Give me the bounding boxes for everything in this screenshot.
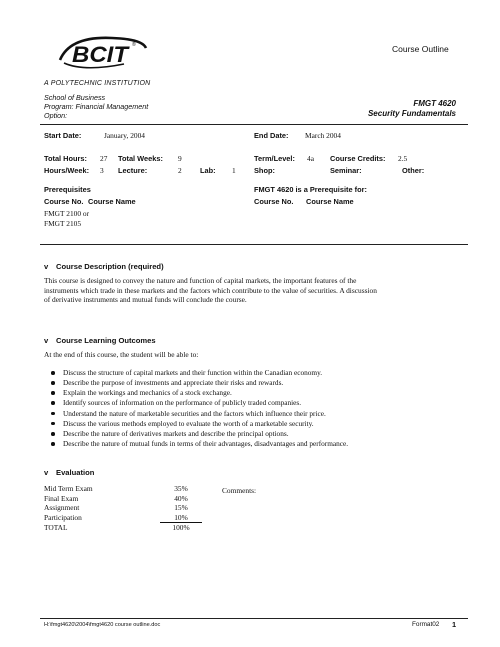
list-item: Discuss the various methods employed to evaluate the worth of a marketable security. xyxy=(44,419,348,429)
course-credits-label: Course Credits: xyxy=(330,154,386,163)
prereq-course-2: FMGT 2105 xyxy=(44,219,82,228)
description-line: instruments which trade in these markets and the factors which contribute to the value of securities. A discussion xyxy=(44,285,377,295)
footer-divider xyxy=(40,618,468,619)
page-number: 1 xyxy=(452,620,457,629)
lecture-value: 2 xyxy=(178,166,182,175)
prereq-course-name-header: Course Name xyxy=(88,197,136,206)
document-type: Course Outline xyxy=(392,44,449,54)
lab-label: Lab: xyxy=(200,166,216,175)
program-name: Program: Financial Management xyxy=(44,102,149,111)
bullet-icon xyxy=(51,412,55,416)
prereq-for-course-no-header: Course No. xyxy=(254,197,294,206)
course-description-heading: v Course Description (required) xyxy=(44,262,164,271)
list-item: Identify sources of information on the performance of publicly traded companies. xyxy=(44,398,348,408)
prerequisite-for-heading: FMGT 4620 is a Prerequisite for: xyxy=(254,185,367,194)
term-level-label: Term/Level: xyxy=(254,154,295,163)
lecture-label: Lecture: xyxy=(118,166,148,175)
table-row: Participation 10% xyxy=(44,513,202,523)
term-level-value: 4a xyxy=(307,154,314,163)
school-name: School of Business xyxy=(44,93,106,102)
list-item: Understand the nature of marketable securities and the factors which influence their price. xyxy=(44,409,348,419)
chevron-down-icon: v xyxy=(44,468,49,477)
description-line: This course is designed to convey the nature and function of capital markets, the important features of the xyxy=(44,276,357,285)
prereq-divider xyxy=(40,244,468,245)
learning-outcomes-heading: v Course Learning Outcomes xyxy=(44,336,156,345)
table-row-total: TOTAL 100% xyxy=(44,523,190,533)
bcit-logo xyxy=(54,30,154,76)
hours-week-label: Hours/Week: xyxy=(44,166,90,175)
bullet-icon xyxy=(51,442,55,446)
end-date-label: End Date: xyxy=(254,131,289,140)
start-date-label: Start Date: xyxy=(44,131,82,140)
bullet-icon xyxy=(51,391,55,395)
list-item: Describe the nature of derivatives markets and describe the principal options. xyxy=(44,429,348,439)
footer-form-id: Format02 xyxy=(412,621,440,628)
description-line: of derivative instruments and mutual funds will conclude the course. xyxy=(44,295,247,305)
table-row: Final Exam 40% xyxy=(44,493,188,503)
bullet-icon xyxy=(51,371,55,375)
bullet-icon xyxy=(51,432,55,436)
course-code: FMGT 4620 xyxy=(413,99,456,108)
table-row: Assignment 15% xyxy=(44,503,188,513)
course-title: Security Fundamentals xyxy=(367,109,456,118)
total-hours-value: 27 xyxy=(100,154,108,163)
list-item: Explain the workings and mechanics of a stock exchange. xyxy=(44,388,348,398)
evaluation-heading: v Evaluation xyxy=(44,468,95,477)
total-hours-label: Total Hours: xyxy=(44,154,87,163)
list-item: Discuss the structure of capital markets and their function within the Canadian economy. xyxy=(44,368,348,378)
footer-file-path: H:\fmgt4620\2004\fmgt4620 course outline.doc xyxy=(44,622,161,628)
outcomes-intro: At the end of this course, the student will be able to: xyxy=(44,350,199,359)
prerequisites-heading: Prerequisites xyxy=(44,185,91,194)
total-weeks-label: Total Weeks: xyxy=(118,154,163,163)
bullet-icon xyxy=(51,381,55,385)
chevron-down-icon: v xyxy=(44,262,49,271)
header-divider xyxy=(40,124,468,125)
list-item: Describe the nature of mutual funds in terms of their advantages, disadvantages and performance. xyxy=(44,439,348,449)
prereq-course-1: FMGT 2100 or xyxy=(44,209,90,218)
comments-label: Comments: xyxy=(222,486,257,495)
shop-label: Shop: xyxy=(254,166,275,175)
hours-week-value: 3 xyxy=(100,166,104,175)
seminar-label: Seminar: xyxy=(330,166,362,175)
list-item: Describe the purpose of investments and appreciate their risks and rewards. xyxy=(44,378,348,388)
tagline: A POLYTECHNIC INSTITUTION xyxy=(44,80,151,87)
chevron-down-icon: v xyxy=(44,336,49,345)
total-weeks-value: 9 xyxy=(178,154,182,163)
end-date-value: March 2004 xyxy=(305,131,341,140)
evaluation-table xyxy=(44,484,202,533)
table-row: Mid Term Exam 35% xyxy=(44,484,188,493)
logo-text: BCIT xyxy=(72,42,130,67)
prereq-course-no-header: Course No. xyxy=(44,197,84,206)
learning-outcomes-list xyxy=(44,368,348,449)
lab-value: 1 xyxy=(232,166,236,175)
svg-text:®: ® xyxy=(132,42,136,48)
prereq-for-course-name-header: Course Name xyxy=(306,197,354,206)
option-label: Option: xyxy=(44,111,68,120)
bullet-icon xyxy=(51,401,55,405)
start-date-value: January, 2004 xyxy=(104,131,145,140)
course-credits-value: 2.5 xyxy=(398,154,408,163)
course-description-text xyxy=(44,276,460,305)
bullet-icon xyxy=(51,422,55,426)
other-label: Other: xyxy=(402,166,425,175)
